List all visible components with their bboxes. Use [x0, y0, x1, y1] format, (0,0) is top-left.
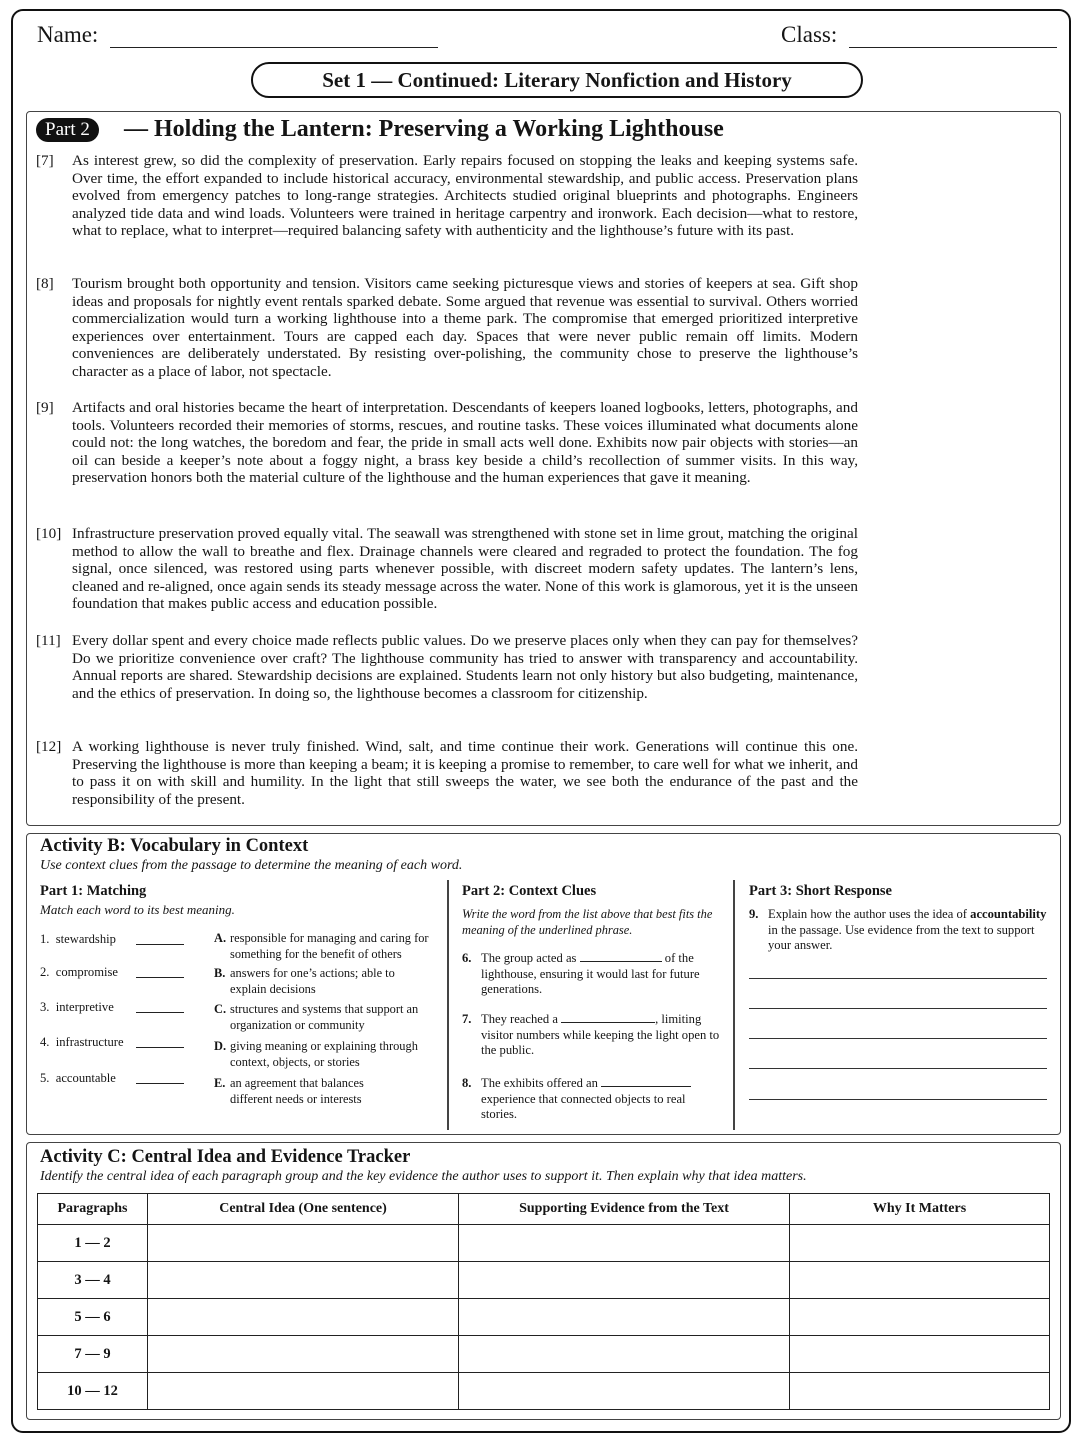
definition-item: C. structures and systems that support an organization or community: [214, 1002, 419, 1032]
evidence-cell[interactable]: [459, 1299, 790, 1336]
paragraph: [36, 152, 858, 240]
paragraph-range: 7 — 9: [38, 1336, 148, 1373]
central-idea-cell[interactable]: [148, 1225, 459, 1262]
evidence-cell[interactable]: [459, 1225, 790, 1262]
context-clue-item: 8. The exhibits offered an experience that connected objects to real stories.: [462, 1076, 720, 1123]
answer-blank[interactable]: [136, 977, 184, 978]
paragraph-text: Tourism brought both opportunity and tension. Visitors came seeking picturesque views and stories of keepers at sea. Gift shop ideas and proposals for nightly event rentals sparked debate. Some argued that revenue was essential to survival. Others worried commercialization would turn a working lighthouse into a theme park. The compromise that emerged prioritized interpretive experiences over entertainment. Tours are capped each day. Spaces that were never public remain off limits. Modern conveniences are deliberately understated. By resisting over-polishing, the community chose to preserve the lighthouse’s character as a place of labor, not spectacle.: [72, 275, 858, 380]
table-header-row: [38, 1194, 1050, 1225]
evidence-cell[interactable]: [459, 1336, 790, 1373]
activity-b-title: Activity B: Vocabulary in Context: [40, 836, 309, 856]
part2-instructions: Write the word from the list above that best fits the meaning of the underlined phrase.: [462, 907, 713, 937]
central-idea-cell[interactable]: [148, 1262, 459, 1299]
answer-blank[interactable]: [601, 1076, 691, 1087]
response-line[interactable]: [749, 1068, 1047, 1069]
matching-item: 5. accountable: [40, 1071, 230, 1086]
evidence-cell[interactable]: [459, 1262, 790, 1299]
class-label: Class:: [781, 22, 838, 47]
evidence-cell[interactable]: [459, 1373, 790, 1410]
matching-item: 3. interpretive: [40, 1000, 230, 1015]
response-line[interactable]: [749, 1008, 1047, 1009]
paragraph-number: [9]: [36, 399, 54, 416]
column-header: Central Idea (One sentence): [148, 1194, 459, 1225]
context-clue-item: 7. They reached a , limiting visitor numbers while keeping the light open to the public.: [462, 1012, 720, 1058]
central-idea-cell[interactable]: [148, 1373, 459, 1410]
paragraph: [36, 399, 858, 487]
column-header: Paragraphs: [38, 1194, 148, 1225]
paragraph-number: [12]: [36, 738, 62, 755]
central-idea-cell[interactable]: [148, 1299, 459, 1336]
activity-c-instructions: Identify the central idea of each paragraph group and the key evidence the author uses to support it. Then explain why that idea matters.: [40, 1169, 807, 1184]
paragraph-text: A working lighthouse is never truly finished. Wind, salt, and time continue their work. Generations will continue this one. Preserving the lighthouse is more than keeping a beam; it is keeping a promise to remember, to care well for what we inherit, and to pass it on with skill and humility. In the light that still sweeps the water, we see both the endurance of the past and the responsibility of the present.: [72, 738, 858, 808]
why-it-matters-cell[interactable]: [790, 1262, 1050, 1299]
vocab-word: stewardship: [55, 932, 116, 946]
vocab-word: interpretive: [55, 1000, 114, 1014]
part2-title: Part 2: Context Clues: [462, 883, 597, 899]
why-it-matters-cell[interactable]: [790, 1299, 1050, 1336]
paragraph-text: Artifacts and oral histories became the heart of interpretation. Descendants of keepers loaned logbooks, letters, photographs, and tools. Volunteers recorded their memories of storms, rescues, and routine tasks. These voices illuminated what documents alone could not: the long watches, the boredom and fear, the pride in small acts well done. Exhibits now pair objects with stories—an oil can beside a keeper’s note about a foggy night, a brass key beside a child’s recollection of summer visits. In this way, preservation honors both the material culture of the lighthouse and the human experiences that gave it meaning.: [72, 399, 858, 487]
class-field[interactable]: [781, 22, 1057, 48]
paragraph: [36, 738, 858, 808]
part1-instructions: Match each word to its best meaning.: [40, 902, 235, 917]
part-title: — Holding the Lantern: Preserving a Working Lighthouse: [124, 116, 724, 142]
class-line[interactable]: [849, 27, 1057, 48]
name-label: Name:: [37, 22, 99, 47]
paragraph-range: 10 — 12: [38, 1373, 148, 1410]
response-line[interactable]: [749, 978, 1047, 979]
paragraph-text: Every dollar spent and every choice made reflects public values. Do we preserve places only when they can pay for themselves? Do we prioritize convenience over craft? The lighthouse community has tried to answer with transparency and accountability. Annual reports are shared. Stewardship decisions are explained. Students learn not only history but also budgeting, maintenance, and the ethics of preservation. In doing so, the lighthouse becomes a classroom for citizenship.: [72, 632, 858, 702]
answer-blank[interactable]: [136, 1012, 184, 1013]
column-divider: [447, 880, 449, 1130]
matching-item: 2. compromise: [40, 965, 230, 980]
vocab-word: infrastructure: [55, 1035, 124, 1049]
definition-item: E. an agreement that balances different needs or interests: [214, 1076, 364, 1106]
name-line[interactable]: [110, 27, 438, 48]
paragraph-range: 5 — 6: [38, 1299, 148, 1336]
definition-item: D. giving meaning or explaining through context, objects, or stories: [214, 1039, 418, 1069]
column-header: Why It Matters: [790, 1194, 1050, 1225]
paragraph-range: 3 — 4: [38, 1262, 148, 1299]
table-row: [38, 1262, 1050, 1299]
table-row: [38, 1336, 1050, 1373]
part3-title: Part 3: Short Response: [749, 883, 892, 899]
paragraph-text: As interest grew, so did the complexity of preservation. Early repairs focused on stopping the leaks and keeping systems safe. Over time, the effort expanded to include historical accuracy, environmental stewardship, and public access. Preservation plans evolved from emergency patches to long-range strategies. Architects studied original blueprints and photographs. Engineers analyzed tide data and wind loads. Volunteers were trained in heritage carpentry and ironwork. Each decision—what to restore, what to replace, what to interpret—required balancing safety with authenticity and the lighthouse’s future with its past.: [72, 152, 858, 240]
short-response-prompt: 9. Explain how the author uses the idea of accountability in the passage. Use evidence from the text to support your answer.: [749, 907, 1047, 953]
paragraph-number: [11]: [36, 632, 61, 649]
matching-item: 4. infrastructure: [40, 1035, 230, 1050]
table-row: [38, 1299, 1050, 1336]
paragraph-number: [7]: [36, 152, 54, 169]
paragraph: [36, 525, 858, 613]
answer-blank[interactable]: [561, 1012, 655, 1023]
context-clue-item: 6. The group acted as of the lighthouse, ensuring it would last for future generations.: [462, 951, 700, 997]
name-field[interactable]: [37, 22, 438, 48]
set-banner: Set 1 — Continued: Literary Nonfiction and History: [251, 62, 863, 98]
why-it-matters-cell[interactable]: [790, 1336, 1050, 1373]
paragraph: [36, 632, 858, 702]
answer-blank[interactable]: [580, 951, 662, 962]
why-it-matters-cell[interactable]: [790, 1373, 1050, 1410]
central-idea-cell[interactable]: [148, 1336, 459, 1373]
activity-c-title: Activity C: Central Idea and Evidence Tracker: [40, 1147, 411, 1167]
evidence-tracker-table: [37, 1193, 1050, 1410]
paragraph-number: [8]: [36, 275, 54, 292]
response-line[interactable]: [749, 1038, 1047, 1039]
paragraph: [36, 275, 858, 381]
definition-item: A. responsible for managing and caring for something for the benefit of others: [214, 931, 429, 961]
paragraph-text: Infrastructure preservation proved equally vital. The seawall was strengthened with stone set in lime grout, matching the original method to allow the wall to breathe and flex. Drainage channels were cleared and regraded to protect the foundation. The fog signal, once silenced, was restored using parts whenever possible, with discreet modern safety updates. The lantern’s lens, cleaned and re-aligned, once again sends its steady message across the water. None of this work is glamorous, yet it is the unseen foundation that makes public access and education possible.: [72, 525, 858, 613]
matching-item: 1. stewardship: [40, 932, 230, 947]
part-badge: Part 2: [36, 118, 99, 142]
table-row: [38, 1225, 1050, 1262]
vocab-word: accountable: [55, 1071, 116, 1085]
answer-blank[interactable]: [136, 1083, 184, 1084]
activity-b-instructions: Use context clues from the passage to determine the meaning of each word.: [40, 858, 463, 873]
answer-blank[interactable]: [136, 1047, 184, 1048]
definition-item: B. answers for one’s actions; able to explain decisions: [214, 966, 395, 996]
why-it-matters-cell[interactable]: [790, 1225, 1050, 1262]
paragraph-number: [10]: [36, 525, 62, 542]
table-row: [38, 1373, 1050, 1410]
vocab-word: compromise: [55, 965, 119, 979]
part1-title: Part 1: Matching: [40, 883, 147, 899]
answer-blank[interactable]: [136, 944, 184, 945]
column-header: Supporting Evidence from the Text: [459, 1194, 790, 1225]
paragraph-range: 1 — 2: [38, 1225, 148, 1262]
response-line[interactable]: [749, 1099, 1047, 1100]
column-divider: [733, 880, 735, 1130]
